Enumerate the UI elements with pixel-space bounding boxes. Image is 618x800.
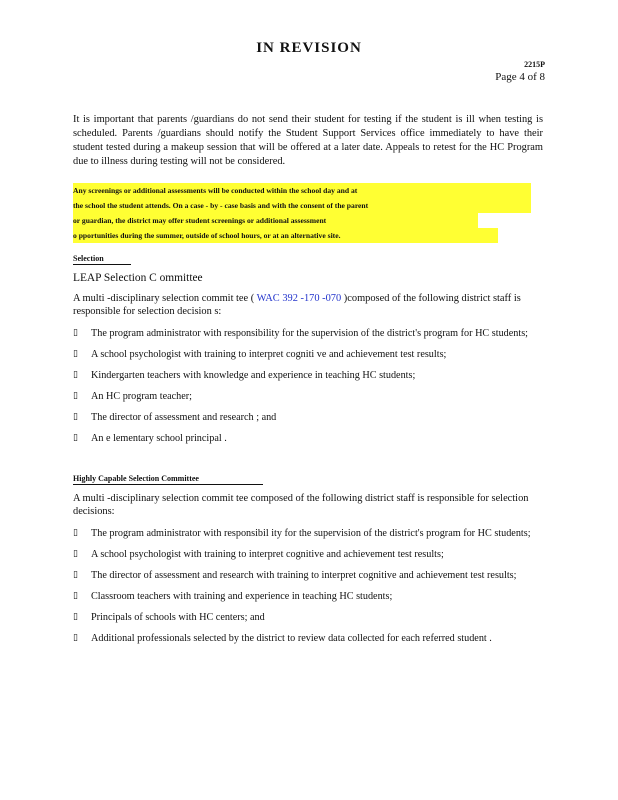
leap-committee-title: LEAP Selection C ommittee [73, 272, 203, 284]
section-heading-selection: Selection [73, 254, 131, 265]
page-number: Page 4 of 8 [495, 71, 545, 83]
list-item [73, 632, 543, 645]
highlighted-line: Any screenings or additional assessments will be conducted within the school day and at [73, 183, 531, 198]
bullet-icon: ▯ [73, 370, 78, 380]
bullet-icon: ▯ [73, 591, 78, 601]
list-item-text: Additional professionals selected by the district to review data collected for each referred student . [91, 633, 492, 644]
intro-paragraph: It is important that parents /guardians do not send their student for testing if the student is ill when testing is scheduled. Parents /guardians should notify the Student Support Services office immediately to have their student tested during a makeup session that will be offered at a later date. Appeals to retest for the HC Program due to illness during testing will not be considered. [73, 114, 543, 167]
list-item-text: Kindergarten teachers with knowledge and experience in teaching HC students; [91, 370, 416, 381]
hc-committee-list [73, 527, 543, 653]
bullet-icon: ▯ [73, 570, 78, 580]
bullet-icon: ▯ [73, 528, 78, 538]
bullet-icon: ▯ [73, 612, 78, 622]
list-item [73, 432, 543, 445]
list-item [73, 369, 543, 382]
leap-description-end: )composed of the following district staff is responsible for selection decision s: [73, 293, 521, 317]
bullet-icon: ▯ [73, 549, 78, 559]
bullet-icon: ▯ [73, 633, 78, 643]
highlighted-paragraph [73, 183, 531, 243]
hc-committee-description: A multi -disciplinary selection commit tee composed of the following district staff is responsible for selection decisions: [73, 493, 529, 517]
list-item-text: A school psychologist with training to interpret cognitive and achievement test results; [91, 549, 444, 560]
list-item [73, 527, 543, 540]
leap-description-start: A multi -disciplinary selection commit tee ( [73, 293, 255, 304]
highlighted-line: o pportunities during the summer, outside of school hours, or at an alternative site. [73, 228, 498, 243]
list-item-text: The director of assessment and research ; and [91, 412, 277, 423]
list-item [73, 590, 543, 603]
leap-committee-description [73, 292, 533, 318]
bullet-icon: ▯ [73, 433, 78, 443]
list-item [73, 611, 543, 624]
page-title: IN REVISION [256, 40, 362, 56]
leap-committee-list [73, 327, 543, 453]
bullet-icon: ▯ [73, 391, 78, 401]
list-item [73, 548, 543, 561]
wac-reference: WAC 392 -170 -070 [254, 293, 344, 304]
highlighted-line: the school the student attends. On a case - by - case basis and with the consent of the parent [73, 198, 531, 213]
highlighted-line: or guardian, the district may offer student screenings or additional assessment [73, 213, 478, 228]
document-number: 2215P [524, 60, 545, 69]
list-item-text: The director of assessment and research with training to interpret cognitive and achievement test results; [91, 570, 517, 581]
section-heading-highly-capable: Highly Capable Selection Committee [73, 474, 263, 485]
list-item [73, 411, 543, 424]
list-item-text: An e lementary school principal . [91, 433, 227, 444]
list-item-text: Classroom teachers with training and experience in teaching HC students; [91, 591, 393, 602]
bullet-icon: ▯ [73, 412, 78, 422]
list-item-text: Principals of schools with HC centers; and [91, 612, 265, 623]
list-item [73, 390, 543, 403]
bullet-icon: ▯ [73, 349, 78, 359]
bullet-icon: ▯ [73, 328, 78, 338]
list-item [73, 348, 543, 361]
list-item-text: The program administrator with responsibility for the supervision of the district's program for HC students; [91, 328, 528, 339]
list-item [73, 327, 543, 340]
list-item-text: An HC program teacher; [91, 391, 192, 402]
list-item [73, 569, 543, 582]
list-item-text: The program administrator with responsibil ity for the supervision of the district's program for HC students; [91, 528, 531, 539]
list-item-text: A school psychologist with training to interpret cogniti ve and achievement test results; [91, 349, 447, 360]
